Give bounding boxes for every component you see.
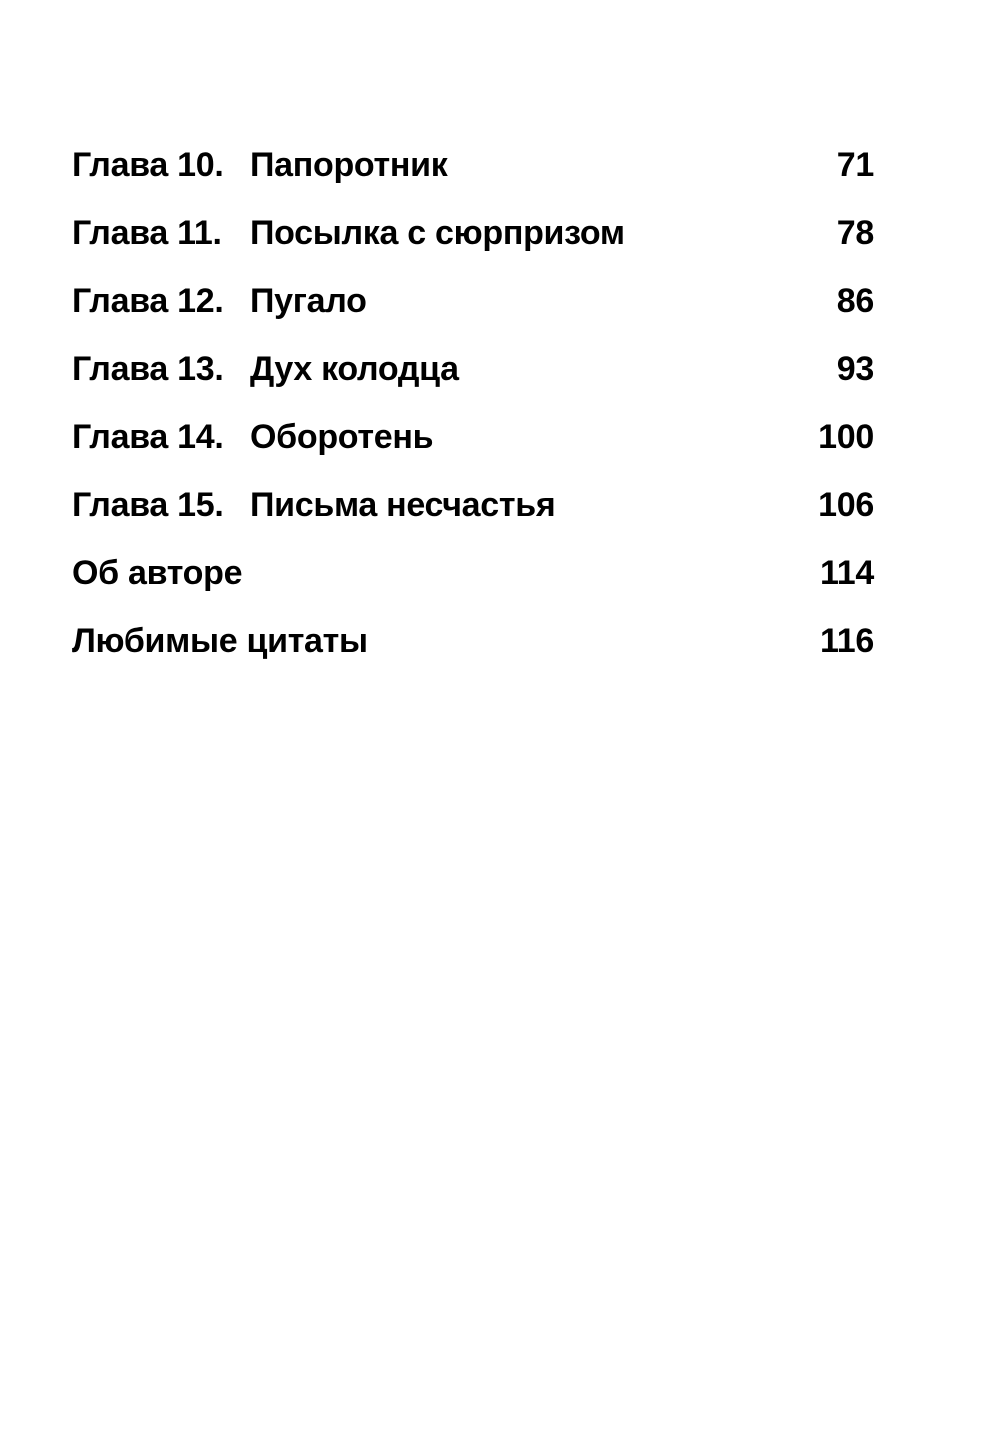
page-number: 116 [820,622,874,660]
table-of-contents [72,136,874,680]
chapter-number: Глава 15. [72,486,224,524]
section-title: Об авторе [72,554,243,592]
chapter-title: Посылка с сюрпризом [250,214,625,252]
toc-entry-about-author[interactable] [72,544,874,612]
page-number: 86 [836,282,874,320]
chapter-title: Папоротник [250,146,448,184]
toc-entry-chapter-14[interactable] [72,408,874,476]
toc-entry-chapter-12[interactable] [72,272,874,340]
page-number: 106 [818,486,874,524]
page-number: 78 [836,214,874,252]
toc-entry-favorite-quotes[interactable] [72,612,874,680]
chapter-number: Глава 12. [72,282,224,320]
page-number: 100 [818,418,874,456]
chapter-title: Письма несчастья [250,486,556,524]
chapter-number: Глава 14. [72,418,224,456]
toc-entry-chapter-15[interactable] [72,476,874,544]
page-number: 93 [836,350,874,388]
toc-entry-chapter-13[interactable] [72,340,874,408]
page-number: 114 [820,554,874,592]
section-title: Любимые цитаты [72,622,368,660]
chapter-number: Глава 13. [72,350,224,388]
toc-entry-chapter-10[interactable] [72,136,874,204]
page-number: 71 [836,146,874,184]
toc-entry-chapter-11[interactable] [72,204,874,272]
chapter-number: Глава 11. [72,214,222,252]
chapter-title: Дух колодца [250,350,459,388]
chapter-title: Пугало [250,282,367,320]
chapter-title: Оборотень [250,418,434,456]
chapter-number: Глава 10. [72,146,224,184]
